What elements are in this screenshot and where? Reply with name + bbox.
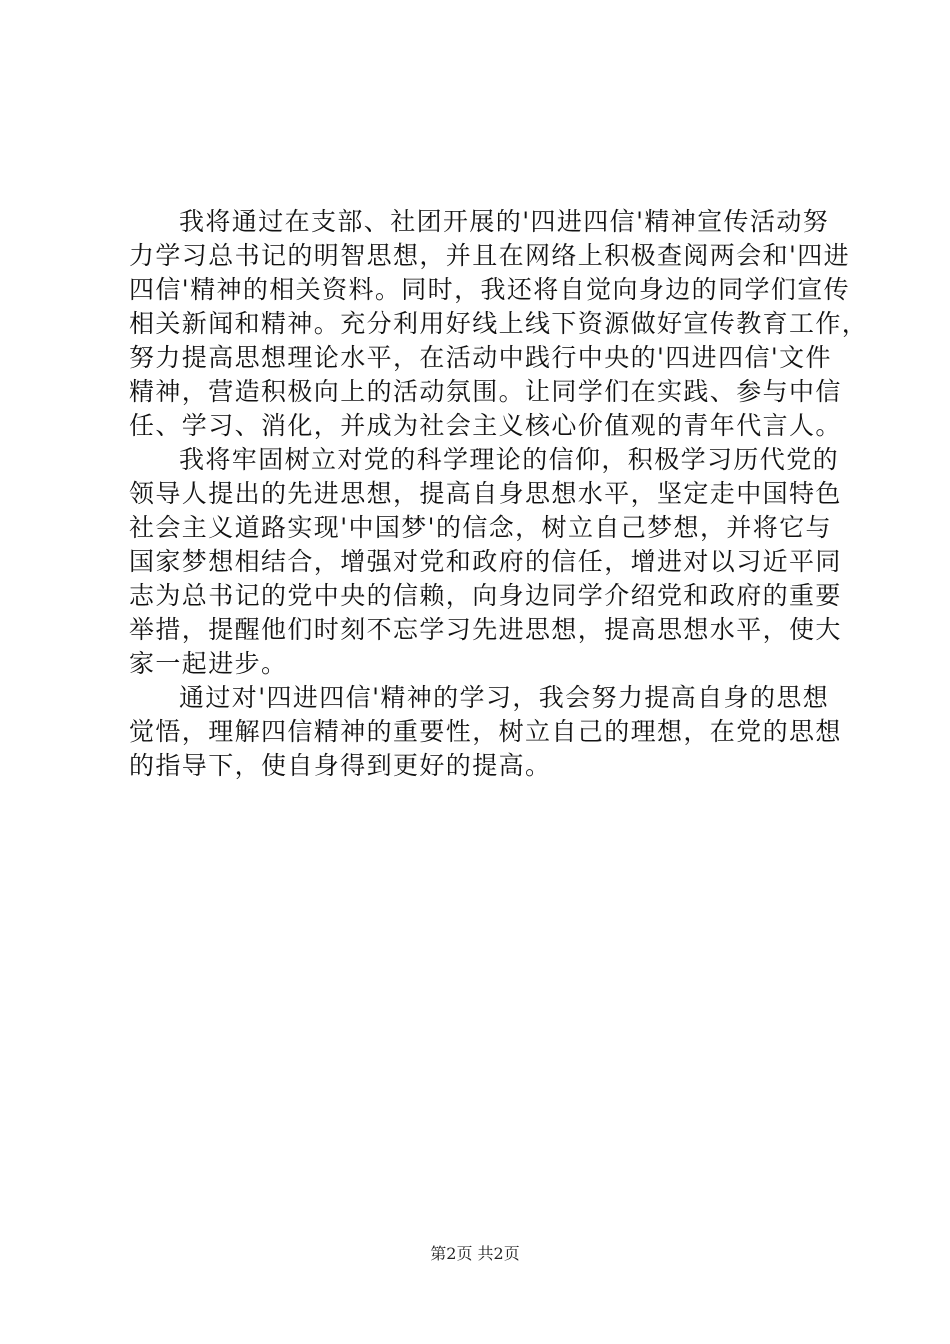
text-line: 相关新闻和精神。充分利用好线上线下资源做好宣传教育工作， [129,309,869,338]
body-text [129,205,869,783]
text-line: 志为总书记的党中央的信赖，向身边同学介绍党和政府的重要 [129,581,842,610]
text-line: 任、学习、消化，并成为社会主义核心价值观的青年代言人。 [129,411,842,440]
text-line: 我将牢固树立对党的科学理论的信仰，积极学习历代党的 [179,445,840,474]
text-line: 举措，提醒他们时刻不忘学习先进思想，提高思想水平，使大 [129,615,842,644]
paragraph [129,443,842,681]
page-footer [0,1244,950,1264]
text-line: 觉悟，理解四信精神的重要性，树立自己的理想，在党的思想 [129,717,842,746]
text-line: 我将通过在支部、社团开展的'四进四信'精神宣传活动努 [179,207,830,236]
page-number-label: 第2页 共2页 [430,1244,520,1263]
text-line: 四信'精神的相关资料。同时，我还将自觉向身边的同学们宣传 [129,275,851,304]
text-line: 的指导下，使自身得到更好的提高。 [129,751,552,780]
text-line: 通过对'四进四信'精神的学习，我会努力提高自身的思想 [179,683,830,712]
paragraph [129,681,842,783]
text-line: 家一起进步。 [129,649,288,678]
text-line: 力学习总书记的明智思想，并且在网络上积极查阅两会和'四进 [129,241,851,270]
text-line: 社会主义道路实现'中国梦'的信念，树立自己梦想，并将它与 [129,513,832,542]
text-line: 努力提高思想理论水平，在活动中践行中央的'四进四信'文件 [129,343,832,372]
text-line: 国家梦想相结合，增强对党和政府的信任，增进对以习近平同 [129,547,842,576]
text-line: 精神，营造积极向上的活动氛围。让同学们在实践、参与中信 [129,377,842,406]
text-line: 领导人提出的先进思想，提高自身思想水平，坚定走中国特色 [129,479,842,508]
paragraph [129,205,869,443]
